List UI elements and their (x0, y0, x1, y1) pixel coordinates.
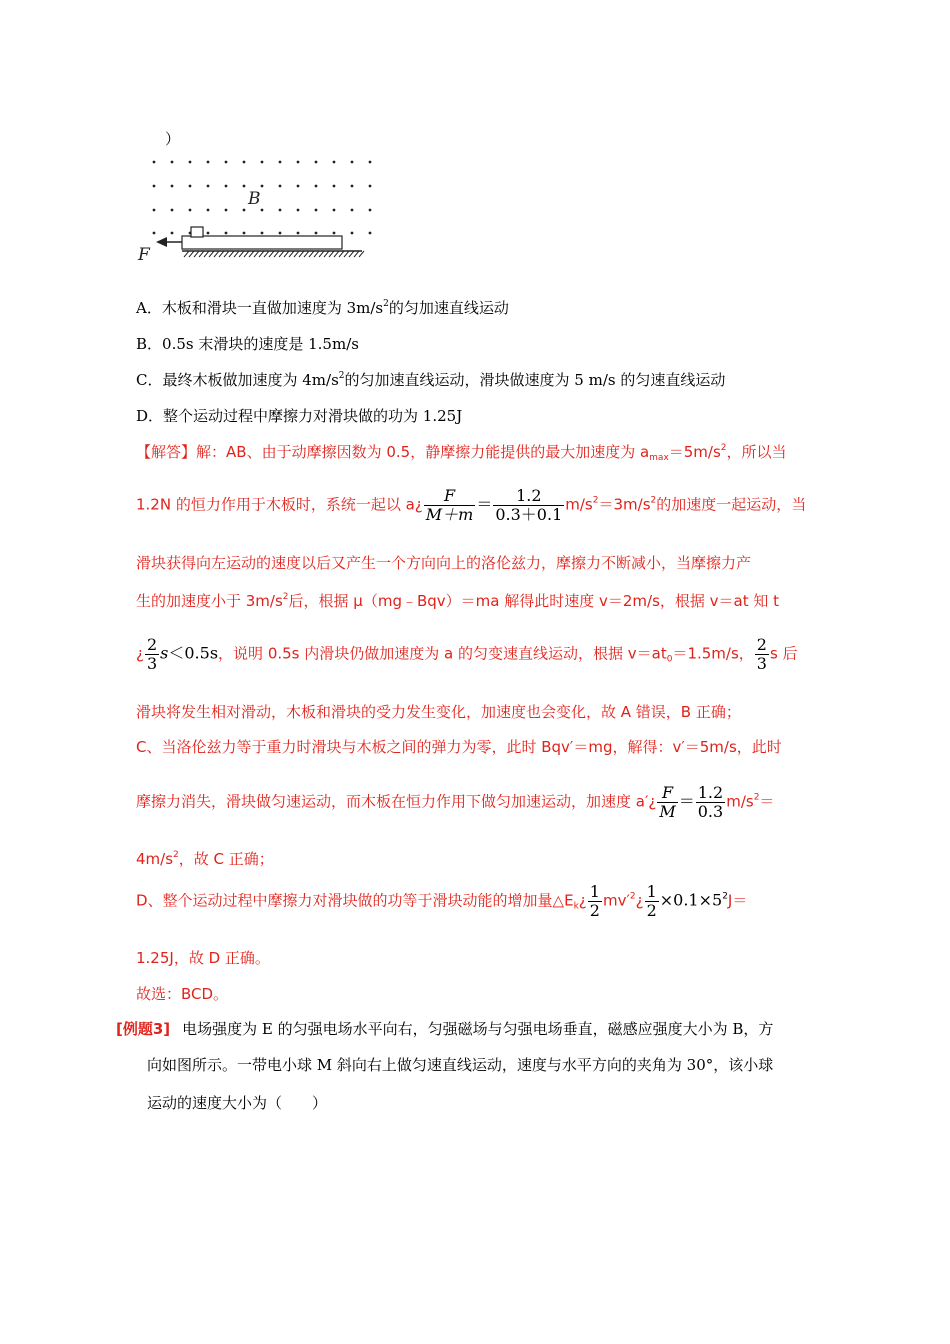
field-dot (297, 161, 300, 164)
answer-line-5: ¿ $\frac{2}{3}$ s＜0.5s，说明 0.5s 内滑块仍做加速度为 a 的匀变速直线运动，根据 $v=at_0=1.5m/s$， $\frac{2}{3}$ s 后 (136, 635, 798, 673)
field-dot (333, 185, 336, 188)
option-a: A．木板和滑块一直做加速度为 $3m/s^2$的匀加速直线运动 (136, 299, 509, 317)
field-dot (369, 232, 372, 235)
field-dot (153, 185, 156, 188)
hatch-line (234, 251, 239, 257)
field-dot (279, 209, 282, 212)
answer-line-2: 1.2N 的恒力作用于木板时，系统一起以 a¿ $\frac{F}{M+m}$ ＝ $\frac{1.2}{0.3+0.1}$ $m/s^2=3m/s^2$的加速度一起运动，当 (136, 486, 807, 524)
option-d: D．整个运动过程中摩擦力对滑块做的功为 1.25J (136, 407, 463, 425)
ground-hatching (184, 251, 364, 257)
field-dot (243, 185, 246, 188)
field-dot (189, 185, 192, 188)
hatch-line (239, 251, 244, 257)
hatch-line (289, 251, 294, 257)
field-dot (369, 185, 372, 188)
field-dot (171, 209, 174, 212)
field-dot (225, 209, 228, 212)
answer-line-1: 【解答】解：AB、由于动摩擦因数为 0.5，静摩擦力能提供的最大加速度为 $a_{max}=5m/s^2$，所以当 (136, 443, 787, 463)
fraction-2-over-3-b: $\frac{2}{3}$ (756, 635, 767, 673)
hatch-line (354, 251, 359, 257)
hatch-line (214, 251, 219, 257)
hatch-line (209, 251, 214, 257)
answer-line-7: C、当洛伦兹力等于重力时滑块与木板之间的弹力为零，此时 Bqv′＝mg，解得：v′＝5m/s，此时 (136, 738, 782, 756)
example-3-line-1: [例题3] 电场强度为 E 的匀强电场水平向右，匀强磁场与匀强电场垂直，磁感应强度大小为 B，方 (116, 1020, 774, 1038)
hatch-line (294, 251, 299, 257)
hatch-line (254, 251, 259, 257)
field-dot (297, 185, 300, 188)
hatch-line (229, 251, 234, 257)
field-dot (171, 185, 174, 188)
field-dot (333, 209, 336, 212)
hatch-line (299, 251, 304, 257)
field-dot (225, 185, 228, 188)
field-dot (279, 232, 282, 235)
question-closing-paren: ） (165, 130, 181, 148)
field-dot (315, 185, 318, 188)
option-c: C．最终木板做加速度为 $4m/s^2$的匀加速直线运动，滑块做速度为 5 m/s 的匀速直线运动 (136, 371, 726, 389)
fraction-1-over-2: $\frac{1}{2}$ (589, 882, 600, 920)
magnetic-field-dots (153, 161, 372, 235)
hatch-line (249, 251, 254, 257)
field-dot (189, 161, 192, 164)
hatch-line (224, 251, 229, 257)
answer-line-11: 1.25J，故 D 正确。 (136, 949, 270, 967)
field-dot (153, 209, 156, 212)
hatch-line (279, 251, 284, 257)
answer-final-choice: 故选：BCD。 (136, 985, 229, 1003)
field-dot (351, 185, 354, 188)
hatch-line (329, 251, 334, 257)
answer-tag: 【解答】 (136, 443, 197, 461)
fraction-1-over-2-b: $\frac{1}{2}$ (646, 882, 657, 920)
hatch-line (264, 251, 269, 257)
field-dot (171, 232, 174, 235)
fraction-f-over-m: $\frac{F}{M}$ (659, 783, 676, 821)
hatch-line (194, 251, 199, 257)
slider-block (191, 227, 203, 237)
force-label-F: F (138, 245, 150, 265)
answer-line-10: D、整个运动过程中摩擦力对滑块做的功等于滑块动能的增加量$\triangle E_k¿$ $\frac{1}{2}$ $mv'^2¿$ $\frac{1}{2}$ $\times 0.1\times 5^2J=$ (136, 882, 748, 920)
field-dot (279, 185, 282, 188)
hatch-line (244, 251, 249, 257)
force-arrow-head (156, 237, 167, 247)
hatch-line (334, 251, 339, 257)
field-dot (261, 161, 264, 164)
hatch-line (199, 251, 204, 257)
answer-line-8: 摩擦力消失，滑块做匀速运动，而木板在恒力作用下做匀加速运动，加速度 a′¿ $\frac{F}{M}$ ＝ $\frac{1.2}{0.3}$ $m/s^2=$ (136, 783, 775, 821)
field-dot (207, 232, 210, 235)
fraction-1.2-over-0.4: $\frac{1.2}{0.3+0.1}$ (495, 486, 563, 524)
field-dot (153, 232, 156, 235)
field-dot (333, 232, 336, 235)
field-dot (297, 232, 300, 235)
answer-line-9: $4m/s^2$，故 C 正确； (136, 850, 274, 868)
field-label-B: B (248, 189, 261, 209)
hatch-line (319, 251, 324, 257)
hatch-line (339, 251, 344, 257)
field-dot (243, 209, 246, 212)
field-dot (225, 232, 228, 235)
answer-line-6: 滑块将发生相对滑动，木板和滑块的受力发生变化，加速度也会变化，故 A 错误，B 正确； (136, 703, 741, 721)
wooden-board (182, 236, 342, 249)
board-block-diagram (130, 150, 380, 265)
field-dot (279, 161, 282, 164)
field-dot (297, 209, 300, 212)
fraction-2-over-3: $\frac{2}{3}$ (146, 635, 158, 673)
example-3-tag: [例题3] (116, 1020, 171, 1038)
field-dot (153, 161, 156, 164)
fraction-f-over-mass: $\frac{F}{M+m}$ (425, 486, 474, 524)
hatch-line (309, 251, 314, 257)
field-dot (207, 209, 210, 212)
field-dot (261, 209, 264, 212)
field-dot (243, 161, 246, 164)
fraction-1.2-over-0.3: $\frac{1.2}{0.3}$ (697, 783, 724, 821)
field-dot (333, 161, 336, 164)
option-b: B．0.5s 末滑块的速度是 1.5m/s (136, 335, 359, 353)
answer-line-3: 滑块获得向左运动的速度以后又产生一个方向向上的洛伦兹力，摩擦力不断减小，当摩擦力产 (136, 554, 752, 572)
field-dot (351, 232, 354, 235)
hatch-line (344, 251, 349, 257)
field-dot (261, 185, 264, 188)
field-dot (225, 161, 228, 164)
hatch-line (304, 251, 309, 257)
field-dot (315, 161, 318, 164)
field-dot (171, 161, 174, 164)
field-dot (207, 161, 210, 164)
field-dot (315, 232, 318, 235)
hatch-line (259, 251, 264, 257)
field-dot (207, 185, 210, 188)
hatch-line (184, 251, 189, 257)
answer-line-4: 生的加速度小于 $3m/s^2$后，根据 μ（mg﹣Bqv）＝ma 解得此时速度 v＝2m/s，根据 v＝at 知 t (136, 592, 780, 610)
hatch-line (324, 251, 329, 257)
field-dot (351, 161, 354, 164)
field-dot (189, 209, 192, 212)
field-dot (351, 209, 354, 212)
hatch-line (314, 251, 319, 257)
hatch-line (219, 251, 224, 257)
field-dot (369, 209, 372, 212)
hatch-line (284, 251, 289, 257)
example-3-line-2: 向如图所示。一带电小球 M 斜向右上做匀速直线运动，速度与水平方向的夹角为 30°，该小球 (147, 1056, 774, 1074)
field-dot (243, 232, 246, 235)
hatch-line (349, 251, 354, 257)
example-3-line-3: 运动的速度大小为（ ） (147, 1094, 328, 1112)
field-dot (369, 161, 372, 164)
hatch-line (274, 251, 279, 257)
hatch-line (189, 251, 194, 257)
field-dot (261, 232, 264, 235)
hatch-line (204, 251, 209, 257)
field-dot (315, 209, 318, 212)
hatch-line (359, 251, 364, 257)
hatch-line (269, 251, 274, 257)
